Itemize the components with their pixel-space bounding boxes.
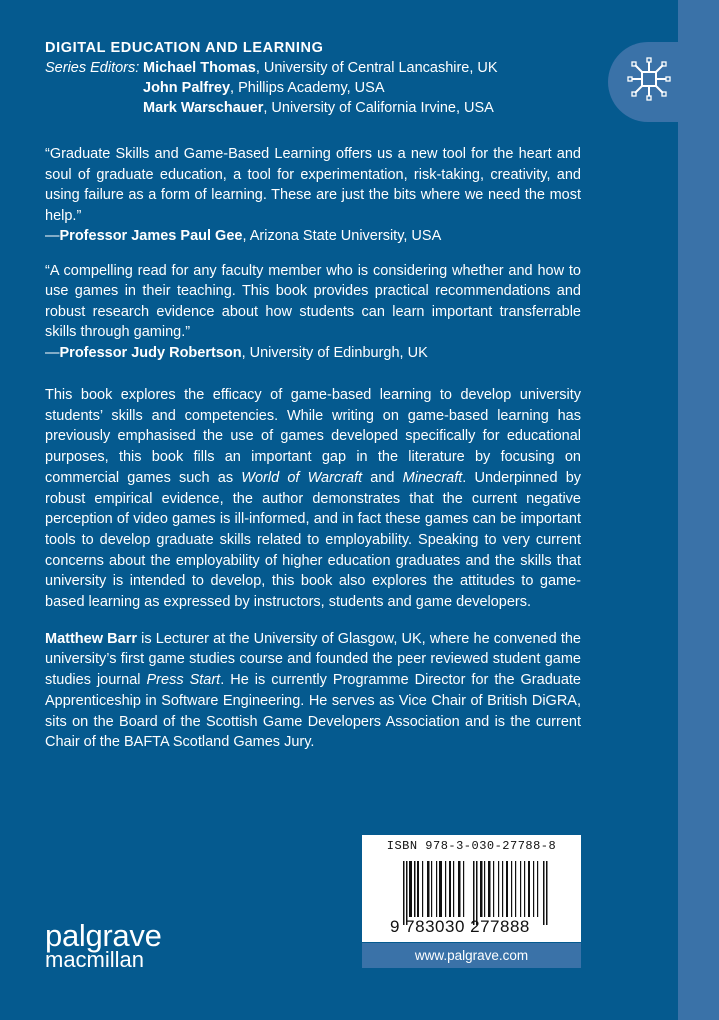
editor-row (45, 78, 581, 98)
publisher-name-line2: macmillan (45, 947, 145, 972)
endorsement-quote: “Graduate Skills and Game-Based Learning offers us a new tool for the heart and soul of graduate education, a tool for experimentation, risk-taking, creativity, and using failure as a form of learning. These are just the bits where we need the most help.” (45, 146, 581, 224)
editor-affiliation: , University of Central Lancashire, UK (255, 60, 498, 76)
back-cover-content (45, 38, 581, 753)
publisher-wordmark (45, 920, 162, 971)
barcode-icon (403, 861, 548, 925)
endorser-affiliation: , University of Edinburgh, UK (241, 344, 428, 361)
endorser-name: Professor Judy Robertson (59, 344, 242, 361)
book-description: This book explores the efficacy of game-based learning to develop university students’ skills and competencies. While writing on game-based learning has previously emphasised the use of games developed specifically for educational purposes, this book fills an important gap in the literature by focusing on commercial games such as World of Warcraft and Minecraft. Underpinned by robust empirical evidence, the author demonstrates that the current negative perception of video games is ill-informed, and in fact these games can be important tools to develop graduate skills related to employability. Speaking to very current concerns about the employability of higher education graduates and the skills that university is intended to develop, this book also explores the attitudes to game-based learning as expressed by instructors, students and game developers. (45, 387, 582, 611)
endorser-affiliation: , Arizona State University, USA (242, 228, 442, 244)
series-editors (45, 58, 581, 118)
publisher-name-line1: palgrave (45, 918, 162, 953)
endorsement-attribution: —Professor James Paul Gee, Arizona State University, USA (45, 228, 442, 244)
endorser-name: Professor James Paul Gee (59, 228, 243, 244)
editor-name: John Palfrey (143, 80, 231, 96)
editor-name: Mark Warschauer (143, 100, 264, 116)
publisher-url[interactable]: www.palgrave.com (362, 943, 581, 968)
editor-affiliation: , Phillips Academy, USA (230, 80, 385, 96)
isbn-label: ISBN 978-3-030-27788-8 (386, 839, 557, 853)
circuit-chip-icon (626, 56, 672, 102)
editor-row (45, 58, 581, 78)
publisher-logo-tab (608, 42, 688, 122)
editors-label: Series Editors: (45, 60, 140, 76)
editor-row (45, 98, 581, 118)
journal-title: Press Start (146, 672, 221, 689)
spine-strip (678, 0, 719, 1020)
game-title: Minecraft (402, 469, 463, 486)
author-name: Matthew Barr (45, 630, 137, 647)
editor-name: Michael Thomas (143, 60, 256, 76)
isbn-barcode-box (362, 835, 581, 942)
endorsement-attribution: —Professor Judy Robertson, University of Edinburgh, UK (45, 344, 428, 361)
editor-affiliation: , University of California Irvine, USA (263, 100, 494, 116)
endorsement-quote: “A compelling read for any faculty member who is considering whether and how to use games in their teaching. This book provides practical recommendations and robust research evidence about how students can learn important transferrable skills through gaming.” (45, 262, 581, 340)
barcode-digits: 9 783030 277888 (390, 917, 530, 936)
series-title: DIGITAL EDUCATION AND LEARNING (45, 40, 324, 56)
author-bio: Matthew Barr is Lecturer at the University of Glasgow, UK, where he convened the university’s first game studies course and founded the peer reviewed student game studies journal Press Start. He is currently Programme Director for the Graduate Apprenticeship in Software Engineering. He serves as Vice Chair of British DiGRA, sits on the Board of the Scottish Game Developers Association and is the current Chair of the BAFTA Scotland Games Jury. (45, 630, 581, 751)
game-title: World of Warcraft (241, 469, 363, 486)
